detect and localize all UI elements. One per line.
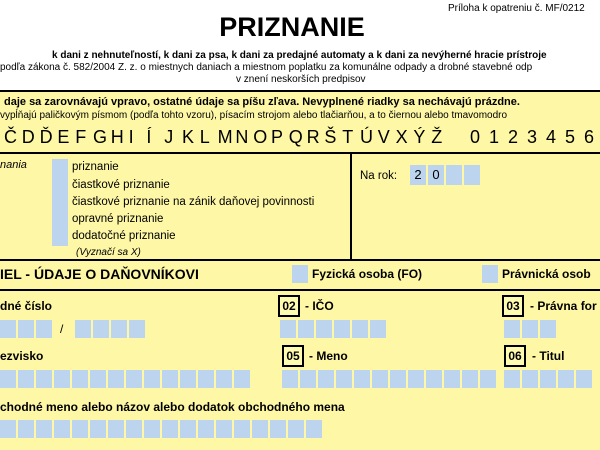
law-reference-cont: v znení neskorších predpisov xyxy=(236,74,366,85)
business-name-box[interactable] xyxy=(72,420,88,438)
business-name-box[interactable] xyxy=(0,420,16,438)
first-name-box[interactable] xyxy=(336,370,352,388)
field-05-label: - Meno xyxy=(309,349,348,363)
sample-letter: Q xyxy=(288,127,303,147)
ico-box[interactable] xyxy=(280,320,296,338)
surname-box[interactable] xyxy=(180,370,196,388)
surname-box[interactable] xyxy=(162,370,178,388)
surname-box[interactable] xyxy=(36,370,52,388)
title-box[interactable] xyxy=(576,370,592,388)
sample-letter: X xyxy=(395,127,408,147)
field-02-number: 02 xyxy=(278,295,300,317)
option-label: opravné priznanie xyxy=(72,213,164,225)
first-name-box[interactable] xyxy=(372,370,388,388)
checkbox-fyzicka-osoba[interactable] xyxy=(292,265,308,283)
business-name-box[interactable] xyxy=(126,420,142,438)
birth-number-box[interactable] xyxy=(129,320,145,338)
option-label: priznanie xyxy=(72,161,119,173)
sample-letter: R xyxy=(306,127,320,147)
sample-letter: I xyxy=(128,127,134,147)
business-name-box[interactable] xyxy=(234,420,250,438)
first-name-box[interactable] xyxy=(462,370,478,388)
sample-letter: N xyxy=(235,127,249,147)
sample-letter: H xyxy=(110,127,124,147)
sample-letter: Ž xyxy=(431,127,443,147)
sample-letter: Ď xyxy=(39,127,53,147)
surname-box[interactable] xyxy=(90,370,106,388)
type-hint: (Vyznačí sa X) xyxy=(76,247,141,258)
sample-digit: 1 xyxy=(489,127,500,147)
year-digit-3[interactable] xyxy=(446,165,462,185)
business-name-box[interactable] xyxy=(306,420,322,438)
year-digit-4[interactable] xyxy=(464,165,480,185)
field-04-label: ezvisko xyxy=(0,349,44,363)
title-box[interactable] xyxy=(504,370,520,388)
surname-box[interactable] xyxy=(144,370,160,388)
field-02-label: - IČO xyxy=(305,299,334,313)
title-box[interactable] xyxy=(540,370,556,388)
sample-digit: 4 xyxy=(546,127,557,147)
sample-digit: 5 xyxy=(565,127,576,147)
sample-letter: M xyxy=(217,127,233,147)
legal-form-box[interactable] xyxy=(522,320,538,338)
field-06-number: 06 xyxy=(504,345,526,367)
first-name-box[interactable] xyxy=(390,370,406,388)
sample-letter: P xyxy=(271,127,284,147)
year-digit-1[interactable]: 2 xyxy=(410,165,426,185)
business-name-box[interactable] xyxy=(36,420,52,438)
sample-digit: 3 xyxy=(527,127,538,147)
sample-letter: Š xyxy=(324,127,337,147)
birth-number-box[interactable] xyxy=(18,320,34,338)
business-name-box[interactable] xyxy=(54,420,70,438)
first-name-box[interactable] xyxy=(426,370,442,388)
sample-letter: J xyxy=(164,127,174,147)
section-title: IEL - ÚDAJE O DAŇOVNÍKOVI xyxy=(0,266,199,282)
field-06-label: - Titul xyxy=(532,349,565,363)
sample-letter: Ý xyxy=(413,127,426,147)
sample-letter: Ú xyxy=(360,127,373,147)
title-box[interactable] xyxy=(522,370,538,388)
birth-number-box[interactable] xyxy=(93,320,109,338)
legal-form-box[interactable] xyxy=(540,320,556,338)
sample-letter: F xyxy=(75,127,87,147)
legal-form-box[interactable] xyxy=(504,320,520,338)
sample-digit: 6 xyxy=(584,127,595,147)
field-01-label: dné číslo xyxy=(0,299,53,313)
first-name-box[interactable] xyxy=(444,370,460,388)
business-name-box[interactable] xyxy=(108,420,124,438)
year-digit-2[interactable]: 0 xyxy=(428,165,444,185)
option-label: čiastkové priznanie na zánik daňovej povinnosti xyxy=(72,196,315,208)
surname-box[interactable] xyxy=(54,370,70,388)
ico-box[interactable] xyxy=(298,320,314,338)
form-subtitle: k dani z nehnuteľností, k dani za psa, k dani za predajné automaty a k dani za nevýherné hracie prístroje xyxy=(52,50,547,61)
fo-label: Fyzická osoba (FO) xyxy=(312,267,423,281)
business-name-box[interactable] xyxy=(288,420,304,438)
field-07-label: chodné meno alebo názov alebo dodatok obchodného mena xyxy=(0,400,345,414)
business-name-box[interactable] xyxy=(198,420,214,438)
sample-letter: V xyxy=(377,127,390,147)
checkbox-opravne[interactable] xyxy=(52,211,68,229)
sample-letter: O xyxy=(253,127,268,147)
checkbox-priznanie[interactable] xyxy=(52,159,68,177)
checkbox-pravnicka-osoba[interactable] xyxy=(482,265,498,283)
sample-letter: L xyxy=(199,127,210,147)
sample-digit: 0 xyxy=(470,127,481,147)
year-label: Na rok: xyxy=(360,170,398,182)
attachment-note: Príloha k opatreniu č. MF/0212 xyxy=(448,3,585,14)
birth-number-box[interactable] xyxy=(36,320,52,338)
first-name-box[interactable] xyxy=(480,370,496,388)
birth-number-box[interactable] xyxy=(111,320,127,338)
ico-box[interactable] xyxy=(370,320,386,338)
instructions-line1: daje sa zarovnávajú vpravo, ostatné údaje sa píšu zľava. Nevyplnené riadky sa nechávajú prázdne. xyxy=(4,96,520,108)
instructions-line2: vypĺňajú paličkovým písmom (podľa tohto vzoru), písacím strojom alebo tlačiarňou, a to čiernou alebo tmavomodro xyxy=(0,110,508,121)
birth-number-box[interactable] xyxy=(0,320,16,338)
sample-letter: Í xyxy=(146,127,152,147)
birth-number-separator: / xyxy=(60,322,64,336)
ico-box[interactable] xyxy=(334,320,350,338)
title-box[interactable] xyxy=(558,370,574,388)
sample-letter: G xyxy=(93,127,108,147)
surname-box[interactable] xyxy=(126,370,142,388)
business-name-box[interactable] xyxy=(144,420,160,438)
ico-box[interactable] xyxy=(316,320,332,338)
surname-box[interactable] xyxy=(198,370,214,388)
business-name-box[interactable] xyxy=(252,420,268,438)
sample-letter: D xyxy=(21,127,35,147)
business-name-box[interactable] xyxy=(270,420,286,438)
surname-box[interactable] xyxy=(0,370,16,388)
ico-box[interactable] xyxy=(352,320,368,338)
sample-letter: E xyxy=(57,127,70,147)
business-name-box[interactable] xyxy=(18,420,34,438)
business-name-box[interactable] xyxy=(90,420,106,438)
business-name-box[interactable] xyxy=(180,420,196,438)
sample-letter: Č xyxy=(4,127,17,147)
option-label: dodatočné priznanie xyxy=(72,230,176,242)
checkbox-dodatocne[interactable] xyxy=(52,228,68,246)
checkbox-ciastkove[interactable] xyxy=(52,177,68,195)
surname-box[interactable] xyxy=(18,370,34,388)
field-03-number: 03 xyxy=(502,295,524,317)
type-heading: nania xyxy=(0,159,27,171)
sample-digit: 2 xyxy=(508,127,519,147)
po-label: Právnická osob xyxy=(502,267,591,281)
option-label: čiastkové priznanie xyxy=(72,179,170,191)
first-name-box[interactable] xyxy=(318,370,334,388)
surname-box[interactable] xyxy=(216,370,232,388)
first-name-box[interactable] xyxy=(408,370,424,388)
checkbox-zanik[interactable] xyxy=(52,194,68,212)
sample-letter: K xyxy=(182,127,195,147)
field-03-label: - Právna for xyxy=(530,299,597,313)
first-name-box[interactable] xyxy=(300,370,316,388)
sample-letter: T xyxy=(342,127,354,147)
surname-box[interactable] xyxy=(72,370,88,388)
law-reference: podľa zákona č. 582/2004 Z. z. o miestnych daniach a miestnom poplatku za komunálne odpady a drobné stavebné odp xyxy=(0,62,533,73)
field-05-number: 05 xyxy=(282,345,304,367)
business-name-box[interactable] xyxy=(162,420,178,438)
surname-box[interactable] xyxy=(234,370,250,388)
business-name-box[interactable] xyxy=(216,420,232,438)
surname-box[interactable] xyxy=(108,370,124,388)
first-name-box[interactable] xyxy=(282,370,298,388)
birth-number-box[interactable] xyxy=(75,320,91,338)
form-title: PRIZNANIE xyxy=(219,12,365,42)
first-name-box[interactable] xyxy=(354,370,370,388)
